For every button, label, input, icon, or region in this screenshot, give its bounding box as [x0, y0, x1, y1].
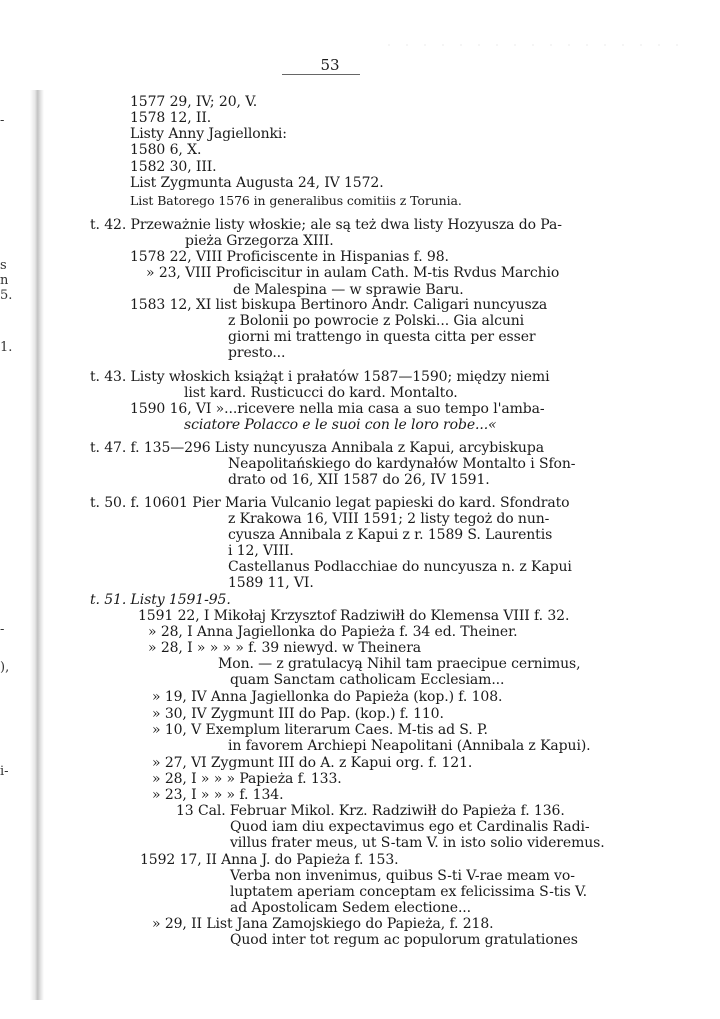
text-line: » 29, II List Jana Zamojskiego do Papieża, f. 218. — [152, 916, 494, 932]
edge-fragment: s — [0, 258, 7, 273]
edge-fragment: 5. — [0, 288, 13, 303]
text-line: quam Sanctam catholicam Ecclesiam... — [230, 672, 505, 688]
text-line: 13 Cal. Februar Mikol. Krz. Radziwiłł do Papieża f. 136. — [176, 803, 565, 819]
text-line: luptatem aperiam conceptam ex felicissima S-tis V. — [230, 884, 587, 900]
text-line: z Krakowa 16, VIII 1591; 2 listy tegoż do nun- — [228, 511, 550, 527]
text-line: sciatore Polacco e le suoi con le loro robe...« — [184, 417, 497, 433]
text-line: t. 42. Przeważnie listy włoskie; ale są też dwa listy Hozyusza do Pa- — [90, 217, 562, 233]
text-line: t. 50. f. 10601 Pier Maria Vulcanio legat papieski do kard. Sfondrato — [90, 495, 570, 511]
page-number-rule — [282, 74, 360, 75]
text-line: List Zygmunta Augusta 24, IV 1572. — [130, 175, 384, 191]
text-line: de Malespina — w sprawie Baru. — [233, 282, 464, 298]
text-line: villus frater meus, ut S-tam V. in isto solio videremus. — [230, 835, 605, 851]
text-line: 1582 30, III. — [130, 159, 217, 175]
edge-fragment: - — [0, 622, 5, 637]
text-line: » 28, I » » » Papieża f. 133. — [152, 771, 342, 787]
text-line: » 30, IV Zygmunt III do Pap. (kop.) f. 110. — [152, 706, 444, 722]
text-line: Verba non invenimus, quibus S-ti V-rae meam vo- — [230, 868, 575, 884]
text-line: Mon. — z gratulacyą Nihil tam praecipue cernimus, — [218, 656, 581, 672]
edge-fragment: - — [0, 113, 5, 128]
text-line: » 28, I » » » » f. 39 niewyd. w Theinera — [148, 640, 422, 656]
text-line: 1592 17, II Anna J. do Papieża f. 153. — [140, 852, 399, 868]
text-line: » 23, VIII Proficiscitur in aulam Cath. M-tis Rvdus Marchio — [146, 265, 560, 281]
text-line: in favorem Archiepi Neapolitani (Annibala z Kapui). — [228, 738, 591, 754]
text-line: Quod iam diu expectavimus ego et Cardinalis Radi- — [230, 819, 590, 835]
text-line: ad Apostolicam Sedem electione... — [230, 900, 471, 916]
text-line: 1583 12, XI list biskupa Bertinoro Andr. Caligari nuncyusza — [130, 297, 548, 313]
text-line: i 12, VIII. — [228, 543, 294, 559]
text-line: Listy Anny Jagiellonki: — [130, 126, 287, 142]
text-line: z Bolonii po powrocie z Polski... Gia alcuni — [228, 313, 525, 329]
text-line: 1578 12, II. — [130, 110, 212, 126]
text-line: » 19, IV Anna Jagiellonka do Papieża (kop.) f. 108. — [152, 689, 503, 705]
text-line: pieża Grzegorza XIII. — [185, 233, 334, 249]
text-line: cyusza Annibala z Kapui z r. 1589 S. Laurentis — [228, 527, 553, 543]
text-line: Neapolitańskiego do kardynałów Montalto i Sfon- — [228, 456, 576, 472]
text-line: List Batorego 1576 in generalibus comitiis z Torunia. — [130, 193, 462, 208]
binding-shadow — [30, 90, 44, 1000]
text-line: list kard. Rusticucci do kard. Montalto. — [184, 385, 458, 401]
text-line: Castellanus Podlacchiae do nuncyusza n. z Kapui — [228, 559, 572, 575]
text-line: t. 47. f. 135—296 Listy nuncyusza Annibala z Kapui, arcybiskupa — [90, 440, 544, 456]
paper-speckle — [380, 40, 680, 50]
text-line: » 27, VI Zygmunt III do A. z Kapui org. f. 121. — [152, 755, 473, 771]
text-line: 1590 16, VI »...ricevere nella mia casa a suo tempo l'amba- — [130, 401, 545, 417]
edge-fragment: 1. — [0, 340, 13, 355]
text-line: t. 43. Listy włoskich książąt i prałatów 1587—1590; między niemi — [90, 369, 550, 385]
text-line: 1591 22, I Mikołaj Krzysztof Radziwiłł do Klemensa VIII f. 32. — [138, 608, 570, 624]
text-line: 1577 29, IV; 20, V. — [130, 94, 258, 110]
text-line: drato od 16, XII 1587 do 26, IV 1591. — [228, 472, 490, 488]
text-line: » 10, V Exemplum literarum Caes. M-tis ad S. P. — [152, 722, 488, 738]
text-line: 1578 22, VIII Proficiscente in Hispanias f. 98. — [130, 249, 449, 265]
text-line: giorni mi trattengo in questa citta per esser — [228, 329, 536, 345]
page-number: 53 — [320, 56, 340, 74]
text-line: t. 51. Listy 1591-95. — [90, 592, 231, 608]
text-line: presto... — [228, 345, 286, 361]
text-line: 1580 6, X. — [130, 142, 202, 158]
text-line: Quod inter tot regum ac populorum gratulationes — [230, 932, 578, 948]
text-line: » 23, I » » » f. 134. — [152, 787, 284, 803]
edge-fragment: n — [0, 273, 9, 288]
text-line: » 28, I Anna Jagiellonka do Papieża f. 34 ed. Theiner. — [148, 624, 518, 640]
text-line: 1589 11, VI. — [228, 575, 314, 591]
edge-fragment: ), — [0, 660, 10, 675]
edge-fragment: i- — [0, 764, 9, 779]
